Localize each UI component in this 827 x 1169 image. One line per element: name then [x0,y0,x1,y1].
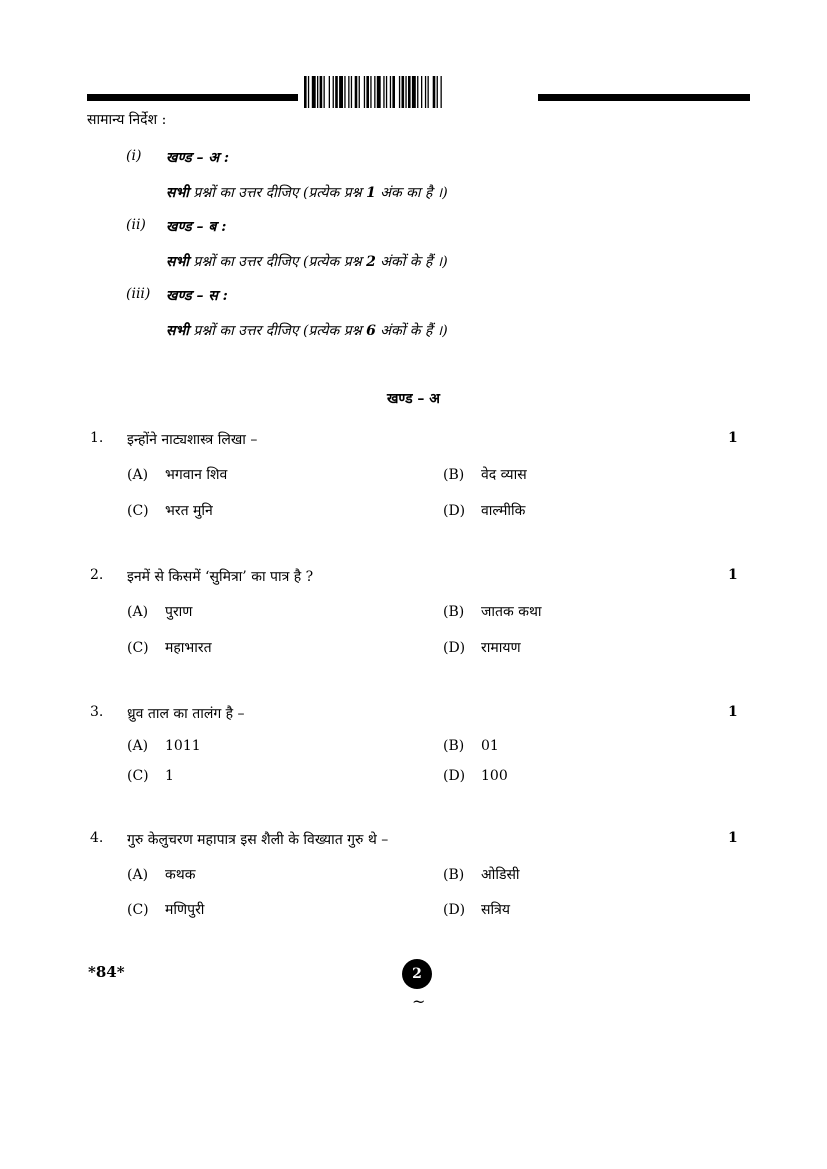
paper-code: *84* [88,963,125,981]
option-label: (B) [443,738,465,754]
option-label: (A) [127,738,149,754]
option-text: भगवान शिव [165,467,228,483]
instruction-body: प्रश्नों का उत्तर दीजिए (प्रत्येक प्रश्न [188,323,367,339]
question-marks: 1 [728,567,738,583]
question-marks: 1 [728,704,738,720]
option-text: सत्रिय [481,902,510,918]
instruction-number: (ii) [126,217,146,233]
instruction-section-title: खण्ड – ब : [166,219,227,235]
option-d [443,900,510,919]
header-rule-right [538,94,750,101]
question-text: गुरु केलुचरण महापात्र इस शैली के विख्यात गुरु थे – [127,832,389,848]
option-b [443,865,520,884]
option-label: (A) [127,604,149,620]
instruction-emphasis: सभी [166,323,189,339]
option-text: 100 [481,768,508,784]
instruction-marks: 6 [366,323,376,339]
option-label: (C) [127,503,149,519]
instruction-text [166,183,448,202]
option-a [127,465,227,484]
instruction-section-title: खण्ड – अ : [166,150,230,166]
question-marks: 1 [728,430,738,446]
question-text: इन्होंने नाट्यशास्त्र लिखा – [127,432,258,448]
option-text: वाल्मीकि [481,503,526,519]
option-text: ओडिसी [481,867,520,883]
option-label: (C) [127,640,149,656]
option-a [127,738,201,754]
instruction-emphasis: सभी [166,254,189,270]
question-text: इनमें से किसमें ‘सुमित्रा’ का पात्र है ? [127,569,314,585]
option-c [127,900,204,919]
option-text: 01 [481,738,499,754]
footer-tilde: ~ [412,992,426,1011]
option-label: (B) [443,604,465,620]
question-number: 1. [90,430,104,446]
question-number: 3. [90,704,104,720]
instruction-emphasis: सभी [166,185,189,201]
header-rule-left [87,94,298,101]
option-label: (A) [127,467,149,483]
question-marks: 1 [728,830,738,846]
option-label: (A) [127,867,149,883]
option-label: (C) [127,768,149,784]
instruction-body: प्रश्नों का उत्तर दीजिए (प्रत्येक प्रश्न [188,185,367,201]
instruction-body: प्रश्नों का उत्तर दीजिए (प्रत्येक प्रश्न [188,254,367,270]
option-a [127,865,195,884]
question-text: ध्रुव ताल का तालंग है – [127,706,245,722]
option-d [443,501,525,520]
question-number: 4. [90,830,104,846]
instruction-marks: 2 [366,254,376,270]
instruction-tail: अंकों के हैं ।) [375,254,448,270]
barcode-icon [304,76,524,108]
option-a [127,602,192,621]
option-label: (B) [443,467,465,483]
instruction-number: (i) [126,148,142,164]
option-label: (D) [443,640,466,656]
option-text: 1011 [165,738,201,754]
general-instructions-heading: सामान्य निर्देश : [87,112,167,128]
option-c [127,501,213,520]
option-text: महाभारत [165,640,212,656]
option-text: कथक [165,867,196,883]
option-c [127,768,174,784]
instruction-text [166,252,448,271]
instruction-tail: अंक का है ।) [375,185,448,201]
option-text: वेद व्यास [481,467,527,483]
option-d [443,638,521,657]
option-text: मणिपुरी [165,902,205,918]
option-b [443,465,527,484]
option-text: रामायण [481,640,521,656]
question-number: 2. [90,567,104,583]
option-b [443,738,499,754]
option-label: (B) [443,867,465,883]
instruction-marks: 1 [366,185,376,201]
option-c [127,638,212,657]
option-text: पुराण [165,604,193,620]
section-title: खण्ड – अ [386,391,441,407]
option-text: जातक कथा [481,604,542,620]
option-label: (C) [127,902,149,918]
option-text: 1 [165,768,174,784]
instruction-section-title: खण्ड – स : [166,288,228,304]
instruction-number: (iii) [126,286,151,302]
option-d [443,768,508,784]
option-label: (D) [443,503,466,519]
option-b [443,602,542,621]
page-number: 2 [402,959,432,989]
option-label: (D) [443,902,466,918]
option-text: भरत मुनि [165,503,213,519]
instruction-text [166,321,448,340]
instruction-tail: अंकों के हैं ।) [375,323,448,339]
option-label: (D) [443,768,466,784]
